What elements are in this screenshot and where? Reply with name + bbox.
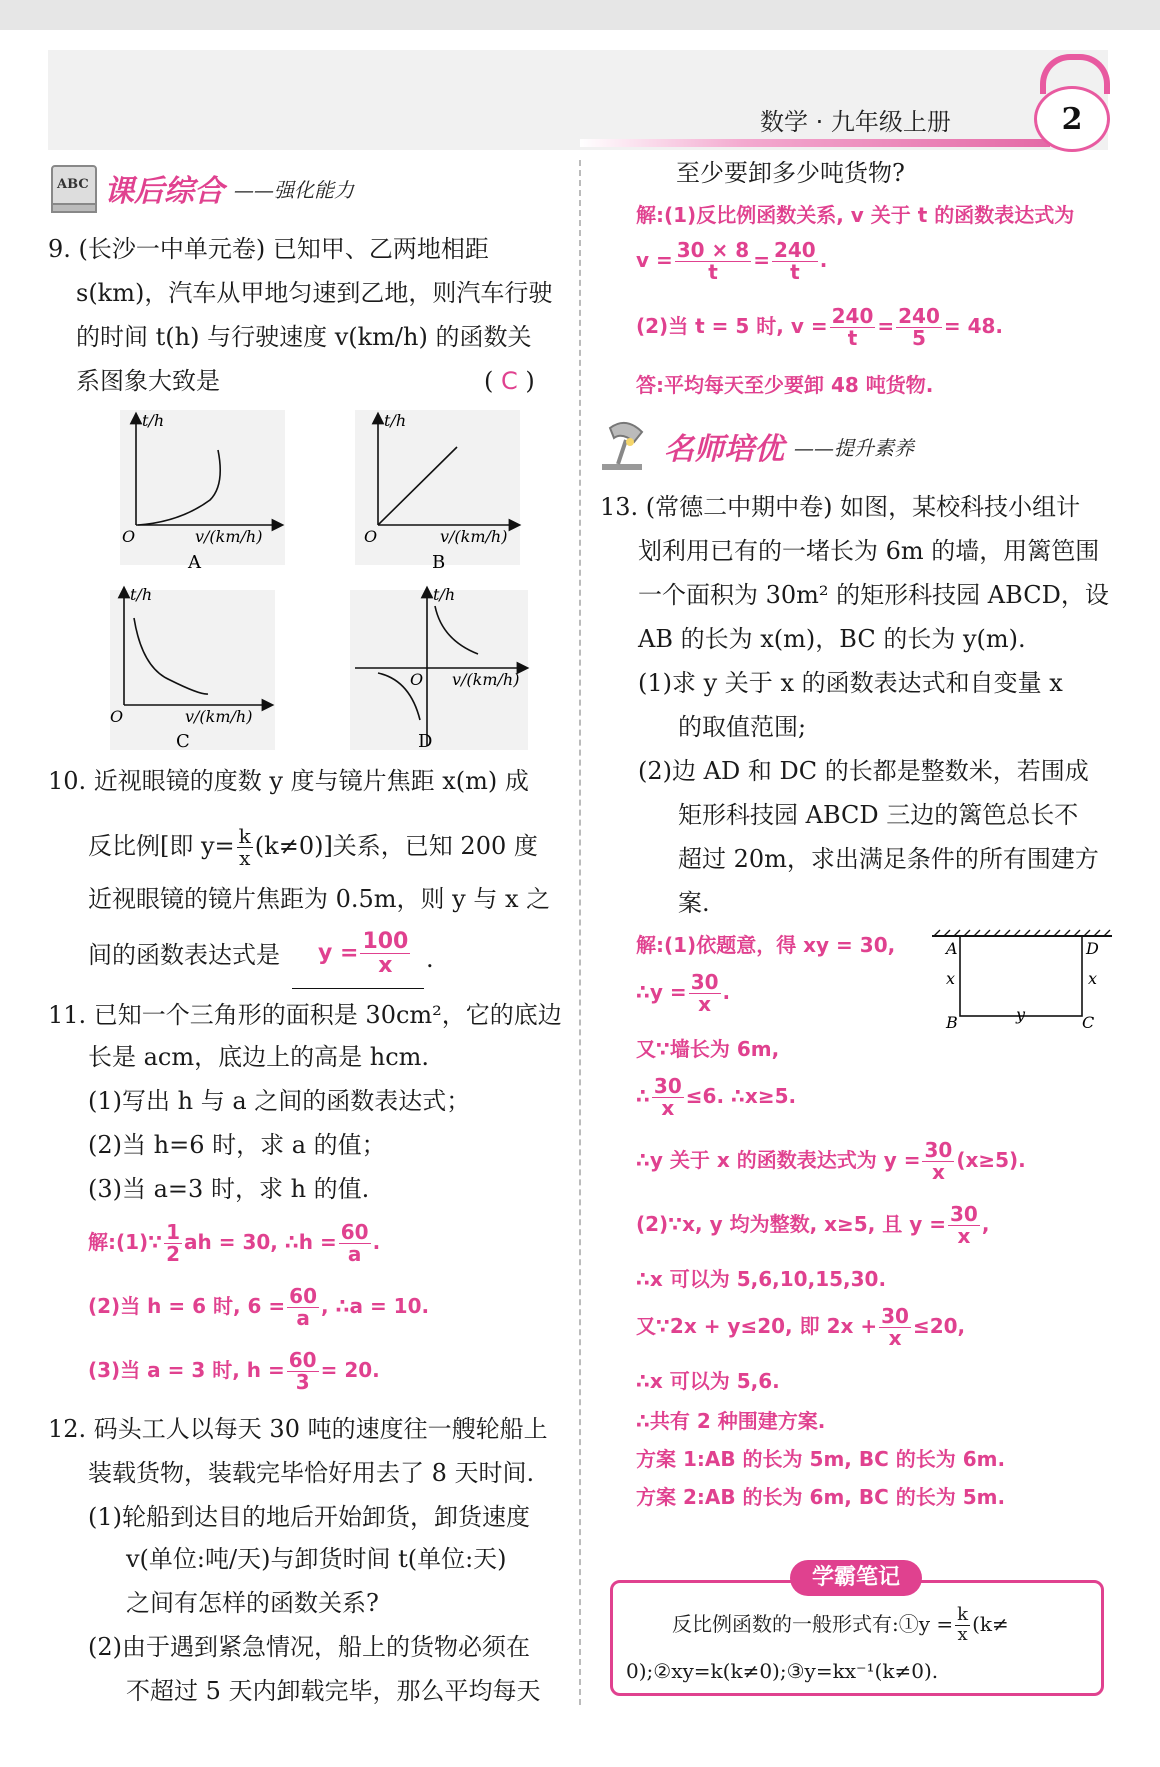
q13-step: ∴共有 2 种围建方案. (636, 1409, 826, 1433)
q9-line: 9. (长沙一中单元卷) 已知甲、乙两地相距 (48, 235, 489, 263)
q10-line: 反比例[即 y= $\frac{k}{x}$ (k≠0)]关系，已知 200 度 (88, 824, 538, 870)
origin-label: O (110, 707, 124, 726)
graph-label: D (418, 731, 433, 752)
book-icon (48, 160, 100, 216)
study-note-title: 学霸笔记 (790, 1560, 922, 1596)
origin-label: O (122, 527, 136, 546)
axis-label: v/(km/h) (195, 527, 263, 546)
q11-line: (3)当 a=3 时，求 h 的值. (88, 1175, 370, 1203)
q13-step: ∴x 可以为 5,6. (636, 1369, 780, 1393)
lamp-icon (596, 418, 660, 474)
q11-solution-1: 解:(1)∵ $\frac{1}{2}$ ah = 30, ∴h = $\frac{60}{a}$ . (88, 1220, 381, 1266)
q12-line: 之间有怎样的函数关系? (126, 1589, 379, 1617)
q12-line: (2)由于遇到紧急情况，船上的货物必须在 (88, 1633, 530, 1661)
study-note-line: 0);②xy=k(k≠0);③y=kx⁻¹(k≠0). (626, 1659, 939, 1683)
q13-step: ∴ $\frac{30}{x}$ ≤6. ∴x≥5. (636, 1074, 797, 1120)
q10-line: 10. 近视眼镜的度数 y 度与镜片焦距 x(m) 成 (48, 767, 529, 795)
q13-line: (1)求 y 关于 x 的函数表达式和自变量 x (638, 669, 1063, 697)
q12-solution-2: (2)当 t = 5 时, v = $\frac{240}{t}$ = $\frac{240}{5}$ = 48. (636, 304, 1004, 350)
graph-label: B (432, 552, 446, 573)
q11-line: 长是 acm，底边上的高是 hcm. (88, 1043, 430, 1071)
axis-label: t/h (130, 585, 153, 604)
section2-title: 名师培优 (664, 432, 784, 467)
q12-line: v(单位:吨/天)与卸货时间 t(单位:天) (126, 1545, 507, 1573)
q10-line: 近视眼镜的镜片焦距为 0.5m，则 y 与 x 之 (88, 885, 551, 913)
column-divider (579, 160, 581, 1705)
q10-answer: y = $\frac{100}{x}$ (318, 929, 409, 979)
q9-answer: C (501, 367, 518, 395)
q13-step: ∴y = $\frac{30}{x}$ . (636, 970, 731, 1016)
page-number-badge: 2 (1034, 86, 1110, 152)
origin-label: O (410, 670, 424, 689)
q13-line: 案. (678, 889, 710, 917)
graph-label: C (176, 731, 190, 752)
q13-figure (930, 928, 1114, 1030)
side-label: y (1016, 1005, 1026, 1024)
axis-label: t/h (384, 411, 407, 430)
q10-line: 间的函数表达式是 (88, 941, 280, 969)
q11-solution-3: (3)当 a = 3 时, h = $\frac{60}{3}$ = 20. (88, 1348, 380, 1394)
axis-label: t/h (433, 585, 456, 604)
q13-step: 解:(1)依题意，得 xy = 30, (636, 933, 896, 957)
q13-step: ∴x 可以为 5,6,10,15,30. (636, 1267, 887, 1291)
section-header-teacher (596, 418, 914, 474)
vertex-label: A (946, 939, 958, 958)
q10-dot: . (426, 945, 434, 973)
origin-label: O (364, 527, 378, 546)
axis-label: v/(km/h) (452, 670, 520, 689)
q9-line: 的时间 t(h) 与行驶速度 v(km/h) 的函数关 (76, 323, 532, 351)
header-accent-bar (580, 139, 1050, 147)
q13-step: 方案 2:AB 的长为 6m, BC 的长为 5m. (636, 1485, 1006, 1509)
top-strip (0, 0, 1160, 30)
q12-line: (1)轮船到达目的地后开始卸货，卸货速度 (88, 1503, 530, 1531)
q9-answer-paren: ( C ) (484, 367, 535, 395)
q13-line: 矩形科技园 ABCD 三边的篱笆总长不 (678, 801, 1079, 829)
vertex-label: D (1086, 939, 1099, 958)
q13-line: AB 的长为 x(m)，BC 的长为 y(m). (638, 625, 1026, 653)
q12-line: 12. 码头工人以每天 30 吨的速度往一艘轮船上 (48, 1415, 548, 1443)
abc-label: ABC (57, 177, 89, 192)
section1-subtitle: ——强化能力 (234, 177, 354, 202)
side-label: x (1088, 969, 1098, 988)
study-note-line: 反比例函数的一般形式有:①y = $\frac{k}{x}$ (k≠ (672, 1604, 1009, 1645)
q13-step: 方案 1:AB 的长为 5m, BC 的长为 6m. (636, 1447, 1006, 1471)
q13-step: 又∵2x + y≤20, 即 2x + $\frac{30}{x}$ ≤20, (636, 1304, 966, 1350)
q12-line: 装载货物，装载完毕恰好用去了 8 天时间. (88, 1459, 535, 1487)
vertex-label: C (1082, 1013, 1095, 1030)
q9-graphs (110, 410, 530, 760)
q13-line: 13. (常德二中期中卷) 如图，某校科技小组计 (600, 493, 1081, 521)
vertex-label: B (946, 1013, 958, 1030)
axis-label: t/h (142, 411, 165, 430)
q9-line: 系图象大致是 (76, 367, 220, 395)
q12-solution-1: 解:(1)反比例函数关系, v 关于 t 的函数表达式为 (636, 203, 1075, 227)
q13-line: 一个面积为 30m² 的矩形科技园 ABCD，设 (638, 581, 1109, 609)
q13-line: (2)边 AD 和 DC 的长都是整数米，若围成 (638, 757, 1089, 785)
axis-label: v/(km/h) (440, 527, 508, 546)
q13-step: 又∵墙长为 6m, (636, 1037, 780, 1061)
section2-subtitle: ——提升素养 (794, 435, 914, 460)
q9-line: s(km)，汽车从甲地匀速到乙地，则汽车行驶 (76, 279, 553, 307)
axis-label: v/(km/h) (185, 707, 253, 726)
q13-line: 的取值范围; (678, 713, 807, 741)
q13-step: ∴y 关于 x 的函数表达式为 y = $\frac{30}{x}$ (x≥5). (636, 1138, 1026, 1184)
section-header-after-class (48, 160, 354, 216)
q11-line: (1)写出 h 与 a 之间的函数表达式； (88, 1087, 471, 1115)
side-label: x (946, 969, 956, 988)
q12-line: 至少要卸多少吨货物? (676, 159, 905, 187)
q11-solution-2: (2)当 h = 6 时, 6 = $\frac{60}{a}$ , ∴a = 10. (88, 1284, 430, 1330)
graph-label: A (188, 552, 201, 573)
q11-line: (2)当 h=6 时，求 a 的值； (88, 1131, 386, 1159)
q12-solution-1b: v = $\frac{30 \times 8}{t}$ = $\frac{240}{t}$ . (636, 238, 828, 284)
q12-line: 不超过 5 天内卸载完毕，那么平均每天 (126, 1677, 541, 1705)
header-title: 数学 · 九年级上册 (760, 108, 951, 136)
q12-answer: 答:平均每天至少要卸 48 吨货物. (636, 373, 934, 397)
section1-title: 课后综合 (104, 174, 224, 209)
q13-line: 划利用已有的一堵长为 6m 的墙，用篱笆围 (638, 537, 1100, 565)
q10-answer-underline (292, 988, 424, 989)
q13-step: (2)∵x, y 均为整数, x≥5, 且 y = $\frac{30}{x}$ , (636, 1202, 990, 1248)
q13-line: 超过 20m，求出满足条件的所有围建方 (678, 845, 1099, 873)
q11-line: 11. 已知一个三角形的面积是 30cm²，它的底边 (48, 1001, 562, 1029)
